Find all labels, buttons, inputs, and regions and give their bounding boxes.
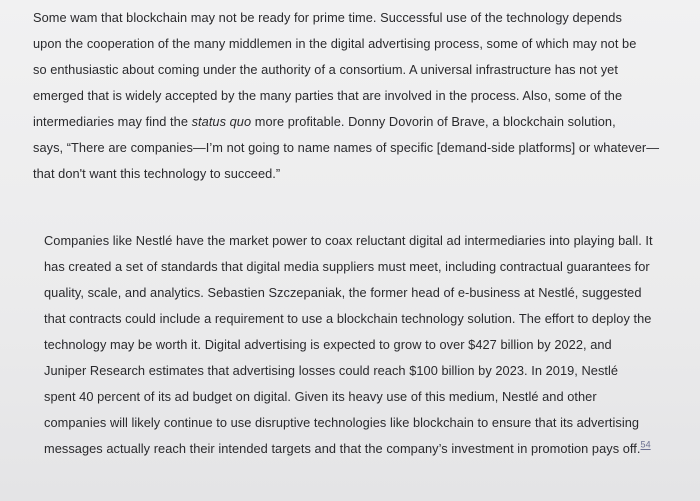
footnote-link[interactable]: 54 — [640, 439, 651, 450]
text-line: that don't want this technology to succeed.” — [33, 166, 281, 181]
text-line: has created a set of standards that digital media suppliers must meet, including contractual guarantees for — [44, 259, 650, 274]
text-line: Companies like Nestlé have the market power to coax reluctant digital ad intermediaries into playing ball. It — [44, 233, 653, 248]
text-span: intermediaries may find the — [33, 114, 192, 129]
text-span: messages actually reach their intended targets and that the company’s investment in promotion pays off. — [44, 441, 641, 456]
text-line: that contracts could include a requirement to use a blockchain technology solution. The effort to deploy the — [44, 311, 652, 326]
emphasis-text: status quo — [191, 114, 252, 129]
text-line: Juniper Research estimates that advertising losses could reach $100 billion by 2023. In 2019, Nestlé — [44, 363, 619, 378]
text-line: companies will likely continue to use disruptive technologies like blockchain to ensure that its advertising — [44, 415, 640, 430]
text-span: more profitable. Donny Dovorin of Brave, a blockchain solution, — [251, 114, 616, 129]
text-line — [33, 114, 616, 130]
text-line: emerged that is widely accepted by the many parties that are involved in the process. Also, some of the — [33, 88, 623, 103]
text-line: says, “There are companies—I’m not going to name names of specific [demand-side platforms] or whatever— — [33, 140, 660, 155]
text-line: so enthusiastic about coming under the authority of a consortium. A universal infrastructure has not yet — [33, 62, 618, 77]
text-line — [44, 441, 651, 457]
text-line: technology may be worth it. Digital advertising is expected to grow to over $427 billion by 2022, and — [44, 337, 612, 352]
text-line: Some wam that blockchain may not be ready for prime time. Successful use of the technology depends — [33, 10, 622, 25]
text-line: quality, scale, and analytics. Sebastien Szczepaniak, the former head of e-business at Nestlé, suggested — [44, 285, 642, 300]
text-line: spent 40 percent of its ad budget on digital. Given its heavy use of this medium, Nestlé and other — [44, 389, 597, 404]
text-line: upon the cooperation of the many middlemen in the digital advertising process, some of which may not be — [33, 36, 637, 51]
